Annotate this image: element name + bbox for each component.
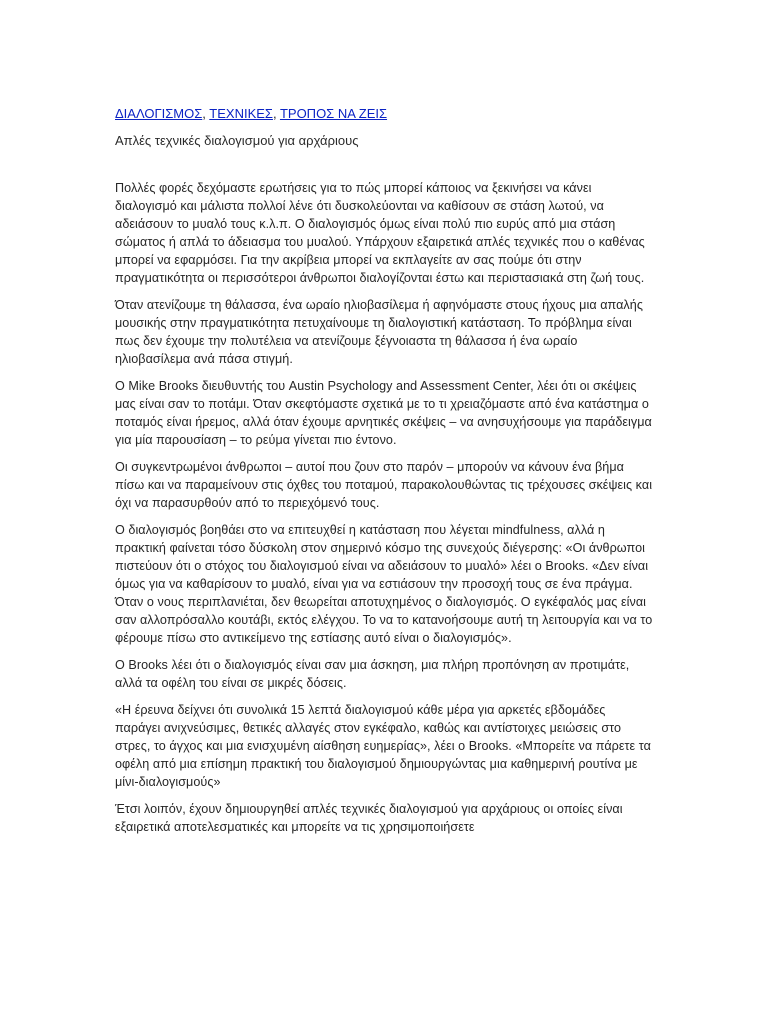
body-paragraph: Ο Mike Brooks διευθυντής του Austin Psychology and Assessment Center, λέει ότι οι σκέψεις μας είναι σαν το ποτάμι. Όταν σκεφτόμαστε σχετικά με το τι χρειαζόμαστε από ένα κατάστημα ο ποταμός είναι ήρεμος, αλλά όταν έχουμε αρνητικές σκέψεις – να ανησυχήσουμε για παράδειγμα για μία παρουσίαση – το ρεύμα γίνεται πιο έντονο. <box>115 379 652 447</box>
body-paragraph: Όταν ατενίζουμε τη θάλασσα, ένα ωραίο ηλιοβασίλεμα ή αφηνόμαστε στους ήχους μια απαλής μουσικής στην πραγματικότητα πετυχαίνουμε τη διαλογιστική κατάσταση. Το πρόβλημα είναι πως δεν έχουμε την πολυτέλεια να ατενίζουμε ξέγνοιαστα τη θάλασσα ή ένα ωραίο ηλιοβασίλεμα ανά πάσα στιγμή. <box>115 298 643 366</box>
body-paragraph: Πολλές φορές δεχόμαστε ερωτήσεις για το πώς μπορεί κάποιος να ξεκινήσει να κάνει διαλογισμό και μάλιστα πολλοί λένε ότι δυσκολεύονται να καθίσουν σε στάση λωτού, να αδειάσουν το μυαλό τους κ.λ.π. Ο διαλογισμός όμως είναι πολύ πιο ευρύς από μια στάση σώματος ή απλά το άδειασμα του μυαλού. Υπάρχουν εξαιρετικά απλές τεχνικές που ο καθένας μπορεί να εφαρμόσει. Για την ακρίβεια μπορεί να εκπλαγείτε αν σας πούμε ότι στην πραγματικότητα οι περισσότεροι άνθρωποι διαλογίζονται έστω και περιστασιακά στη ζωή τους. <box>115 181 645 285</box>
category-link-texnikes[interactable]: ΤΕΧΝΙΚΕΣ <box>209 106 273 121</box>
category-separator: , <box>272 106 280 121</box>
body-paragraph: Ο διαλογισμός βοηθάει στο να επιτευχθεί η κατάσταση που λέγεται mindfulness, αλλά η πρακτική φαίνεται τόσο δύσκολη στον σημερινό κόσμο της συνεχούς διέγερσης: «Οι άνθρωποι πιστεύουν ότι ο στόχος του διαλογισμού είναι να αδειάσουν το μυαλό» λέει ο Brooks. «Δεν είναι όμως για να καθαρίσουν το μυαλό, είναι για να εστιάσουν την προσοχή τους σε ένα πράγμα. Όταν ο νους περιπλανιέται, δεν θεωρείται αποτυχημένος ο διαλογισμός. Ο εγκέφαλός μας είναι σαν αλλοπρόσαλλο κουτάβι, εκτός ελέγχου. Το να το κατανοήσουμε αυτή τη λειτουργία και να το φέρουμε πίσω στο αντικείμενο της εστίασης αυτό είναι ο διαλογισμός». <box>115 523 653 645</box>
body-paragraph: «Η έρευνα δείχνει ότι συνολικά 15 λεπτά διαλογισμού κάθε μέρα για αρκετές εβδομάδες παράγει ανιχνεύσιμες, θετικές αλλαγές στον εγκέφαλο, καθώς και αντίστοιχες μειώσεις στο στρες, το άγχος και μια ενισχυμένη αίσθηση ευημερίας», λέει ο Brooks. «Μπορείτε να πάρετε τα οφέλη από μια επίσημη πρακτική του διαλογισμού δημιουργώντας μια καθημερινή ρουτίνα με μίνι-διαλογισμούς» <box>115 703 651 789</box>
category-separator: , <box>202 106 210 121</box>
article-content <box>115 105 653 845</box>
category-link-dialogismos[interactable]: ΔΙΑΛΟΓΙΣΜΟΣ <box>115 106 203 121</box>
body-paragraph: Ο Brooks λέει ότι ο διαλογισμός είναι σαν μια άσκηση, μια πλήρη προπόνηση αν προτιμάτε, αλλά τα οφέλη του είναι σε μικρές δόσεις. <box>115 658 630 690</box>
body-paragraph: Οι συγκεντρωμένοι άνθρωποι – αυτοί που ζουν στο παρόν – μπορούν να κάνουν ένα βήμα πίσω και να παραμείνουν στις όχθες του ποταμού, παρακολουθώντας τις τρέχουσες σκέψεις και όχι να παρασυρθούν από το περιεχόμενό τους. <box>115 460 653 510</box>
category-links <box>115 105 653 123</box>
article-subtitle: Απλές τεχνικές διαλογισμού για αρχάριους <box>115 133 359 148</box>
category-link-tropos-na-zeis[interactable]: ΤΡΟΠΟΣ ΝΑ ΖΕΙΣ <box>279 106 388 121</box>
body-paragraph: Έτσι λοιπόν, έχουν δημιουργηθεί απλές τεχνικές διαλογισμού για αρχάριους οι οποίες είναι εξαιρετικά αποτελεσματικές και μπορείτε να τις χρησιμοποιήσετε <box>115 802 623 834</box>
